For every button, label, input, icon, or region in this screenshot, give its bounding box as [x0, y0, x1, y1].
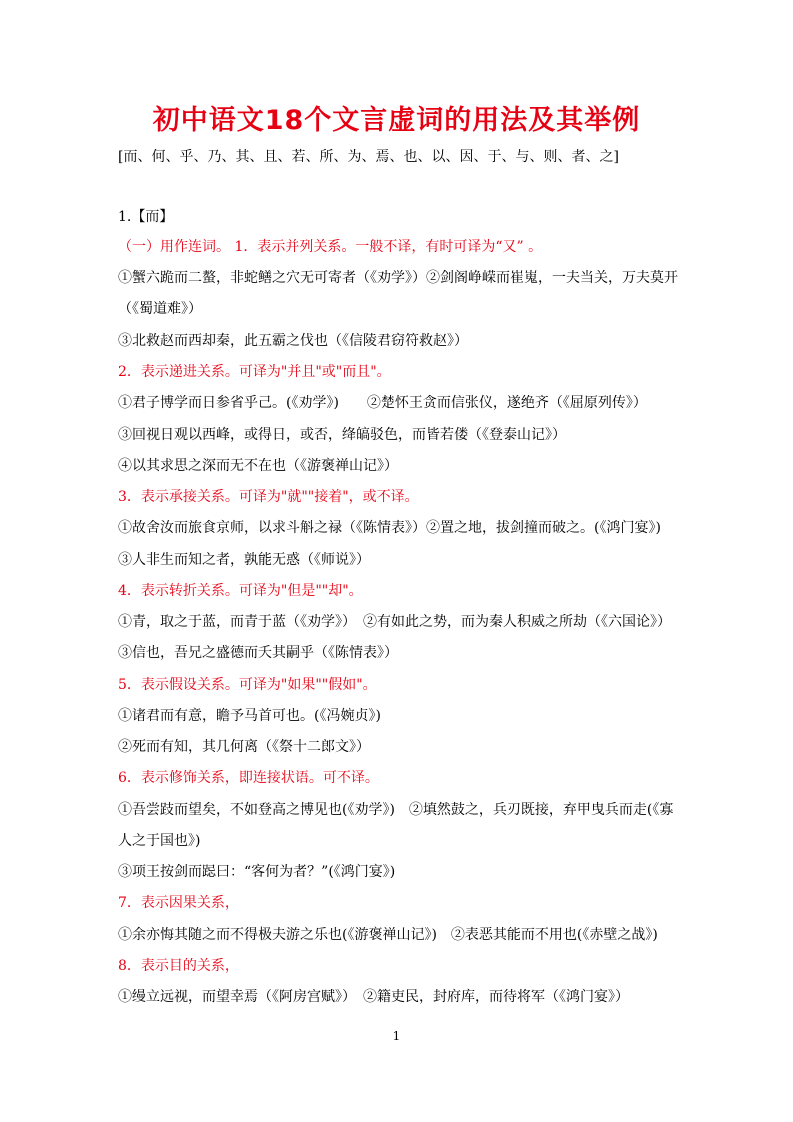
example-line: ①吾尝跂而望矣，不如登高之博见也(《劝学》) ②填然鼓之，兵刃既接，弃甲曳兵而走(《寡	[118, 802, 674, 818]
section-heading: 1.【而】	[118, 209, 174, 225]
example-line: ①蟹六跪而二螯，非蛇鳝之穴无可寄者（《劝学》）②剑阁峥嵘而崔嵬，一夫当关，万夫莫开	[118, 270, 678, 286]
example-line: ③回视日观以西峰，或得日，或否，绛皜驳色，而皆若偻（《登泰山记》）	[118, 427, 566, 443]
document-subtitle: [而、何、乎、乃、其、且、若、所、为、焉、也、以、因、于、与、则、者、之]	[118, 149, 619, 165]
example-line: ①君子博学而日参省乎己。(《劝学》) ②楚怀王贪而信张仪，遂绝齐（《屈原列传》）	[118, 395, 647, 411]
example-line: （《蜀道难》）	[118, 301, 202, 317]
usage-heading: （一）用作连词。 1．表示并列关系。一般不译，有时可译为“又” 。	[118, 239, 543, 255]
document-title: 初中语文18个文言虚词的用法及其举例	[152, 105, 641, 136]
usage-heading: 8．表示目的关系，	[118, 958, 239, 974]
example-line: ①青，取之于蓝，而青于蓝（《劝学》） ②有如此之势，而为秦人积威之所劫（《六国论》）	[118, 614, 671, 630]
usage-heading: 7．表示因果关系，	[118, 895, 239, 911]
example-line: ①故舍汝而旅食京师，以求斗斛之禄（《陈情表》）②置之地，拔剑撞而破之。(《鸿门宴》)	[118, 520, 661, 536]
usage-heading: 5．表示假设关系。可译为"如果""假如"。	[118, 677, 377, 693]
usage-heading: 4．表示转折关系。可译为"但是""却"。	[118, 583, 363, 599]
example-line: ①诸君而有意，瞻予马首可也。(《冯婉贞》)	[118, 708, 381, 724]
example-line: ①余亦悔其随之而不得极夫游之乐也(《游褒禅山记》) ②表恶其能而不用也(《赤壁之战》)	[118, 927, 658, 943]
example-line: ③人非生而知之者，孰能无惑（《师说》）	[118, 552, 370, 568]
example-line: ④以其求思之深而无不在也（《游褒禅山记》）	[118, 458, 398, 474]
example-line: ③项王按剑而跽曰：“客何为者？”(《鸿门宴》)	[118, 864, 396, 880]
example-line: ③北救赵而西却秦，此五霸之伐也（《信陵君窃符救赵》）	[118, 333, 468, 349]
example-line: 人之于国也》)	[118, 833, 201, 849]
usage-heading: 2．表示递进关系。可译为"并且"或"而且"。	[118, 364, 391, 380]
usage-heading: 3．表示承接关系。可译为"就""接着"，或不译。	[118, 489, 419, 505]
page-number: 1	[392, 1029, 401, 1043]
example-line: ①缦立远视，而望幸焉（《阿房宫赋》） ②籍吏民，封府库，而待将军（《鸿门宴》）	[118, 989, 629, 1005]
example-line: ②死而有知，其几何离（《祭十二郎文》）	[118, 739, 370, 755]
example-line: ③信也，吾兄之盛德而夭其嗣乎（《陈情表》）	[118, 645, 398, 661]
usage-heading: 6．表示修饰关系，即连接状语。可不译。	[118, 770, 379, 786]
